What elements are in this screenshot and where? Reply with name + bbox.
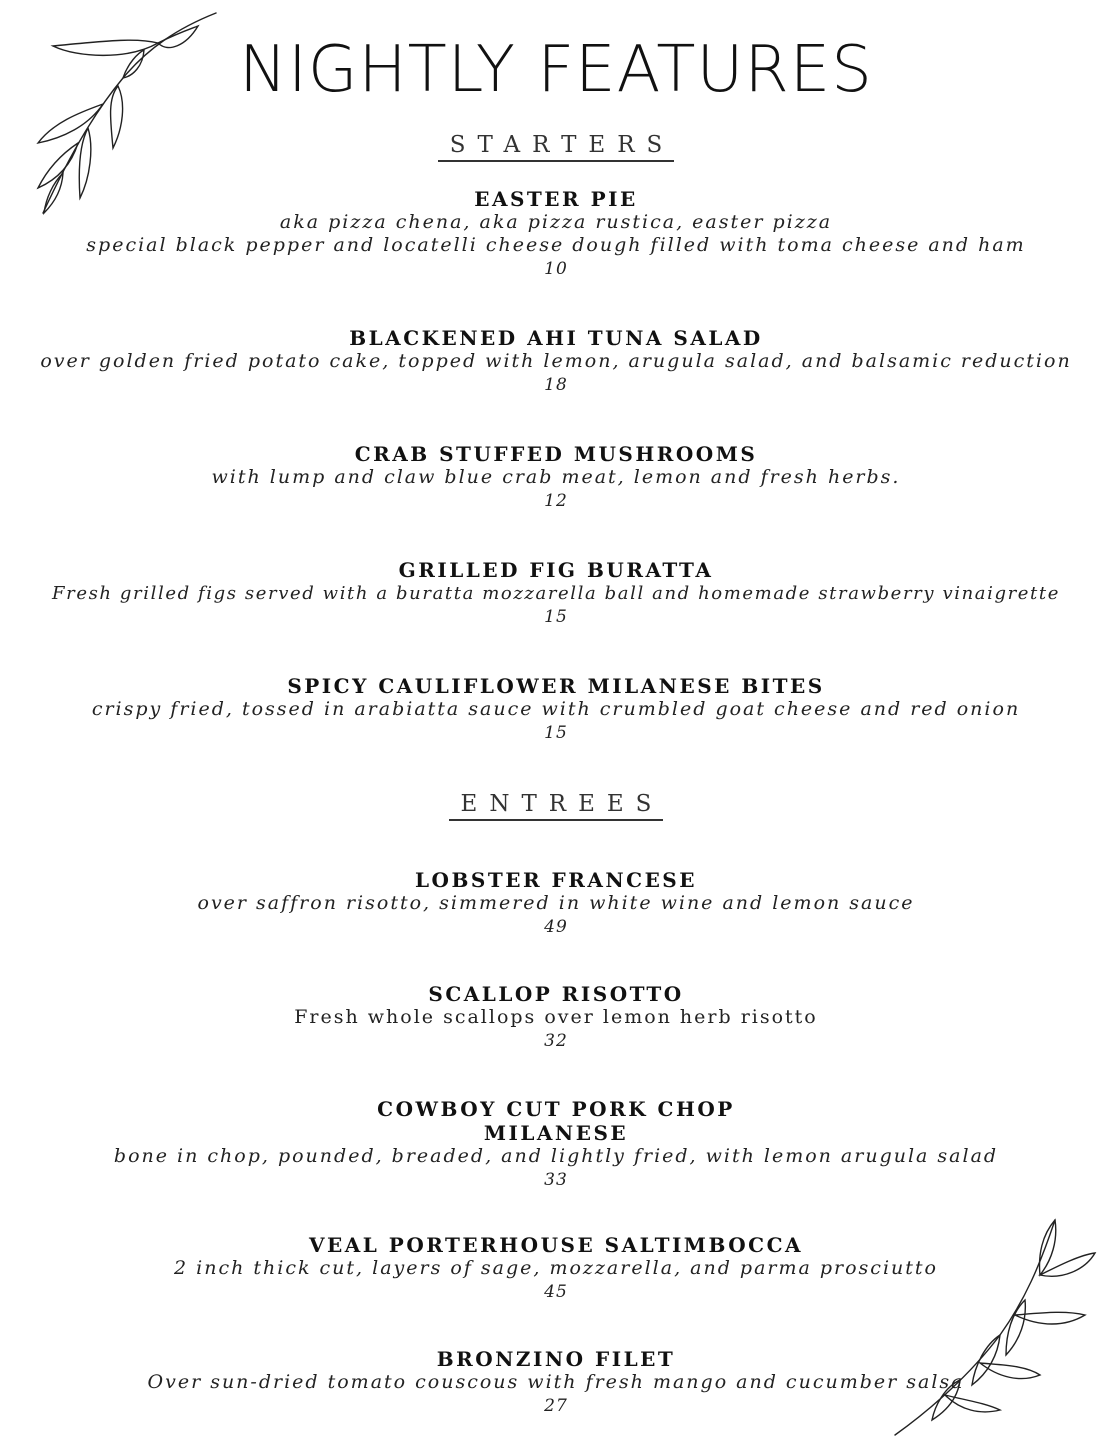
- item-price: 15: [544, 723, 568, 743]
- item-price: 18: [544, 375, 568, 395]
- menu-item: [0, 982, 1112, 1053]
- item-description: over saffron risotto, simmered in white wine and lemon sauce: [197, 892, 915, 914]
- item-description: over golden fried potato cake, topped with lemon, arugula salad, and balsamic reduction: [40, 350, 1072, 372]
- item-description: special black pepper and locatelli cheese dough filled with toma cheese and ham: [86, 234, 1026, 256]
- item-name: GRILLED FIG BURATTA: [398, 558, 714, 582]
- leaf-branch-icon: [890, 1215, 1105, 1440]
- item-price: 15: [544, 607, 568, 627]
- entrees-heading: ENTREES: [0, 793, 1112, 821]
- menu-item: [0, 558, 1112, 629]
- page-title: NIGHTLY FEATURES: [239, 33, 873, 107]
- item-price: 33: [544, 1170, 568, 1190]
- item-name: MILANESE: [483, 1121, 629, 1145]
- item-price: 12: [544, 491, 568, 511]
- item-name: VEAL PORTERHOUSE SALTIMBOCCA: [308, 1233, 803, 1257]
- item-name: BLACKENED AHI TUNA SALAD: [349, 326, 763, 350]
- starters-heading: STARTERS: [0, 134, 1112, 162]
- item-price: 49: [544, 917, 568, 937]
- item-price: 45: [544, 1282, 568, 1302]
- item-name: COWBOY CUT PORK CHOP: [377, 1097, 735, 1121]
- item-name: CRAB STUFFED MUSHROOMS: [354, 442, 758, 466]
- item-name: EASTER PIE: [474, 187, 638, 211]
- item-description: crispy fried, tossed in arabiatta sauce with crumbled goat cheese and red onion: [91, 698, 1021, 720]
- item-price: 32: [544, 1031, 568, 1051]
- menu-item: [0, 1097, 1112, 1192]
- menu-item: [0, 326, 1112, 397]
- item-description: 2 inch thick cut, layers of sage, mozzarella, and parma prosciutto: [174, 1257, 938, 1279]
- item-name: BRONZINO FILET: [436, 1347, 676, 1371]
- menu-item: [0, 187, 1112, 281]
- menu-item: [0, 674, 1112, 745]
- menu-item: [0, 868, 1112, 939]
- item-name: SPICY CAULIFLOWER MILANESE BITES: [287, 674, 825, 698]
- item-name: SCALLOP RISOTTO: [428, 982, 684, 1006]
- menu-item: [0, 442, 1112, 513]
- item-price: 10: [544, 259, 568, 279]
- item-name: LOBSTER FRANCESE: [414, 868, 697, 892]
- item-description: Fresh whole scallops over lemon herb risotto: [294, 1006, 818, 1028]
- item-price: 27: [544, 1396, 568, 1416]
- item-description: aka pizza chena, aka pizza rustica, easter pizza: [279, 211, 833, 233]
- item-description: with lump and claw blue crab meat, lemon and fresh herbs.: [211, 466, 901, 488]
- item-description: bone in chop, pounded, breaded, and lightly fried, with lemon arugula salad: [113, 1145, 999, 1167]
- item-description: Fresh grilled figs served with a buratta mozzarella ball and homemade strawberry vinaigrette: [52, 583, 1060, 604]
- item-description: Over sun-dried tomato couscous with fresh mango and cucumber salsa: [147, 1371, 965, 1393]
